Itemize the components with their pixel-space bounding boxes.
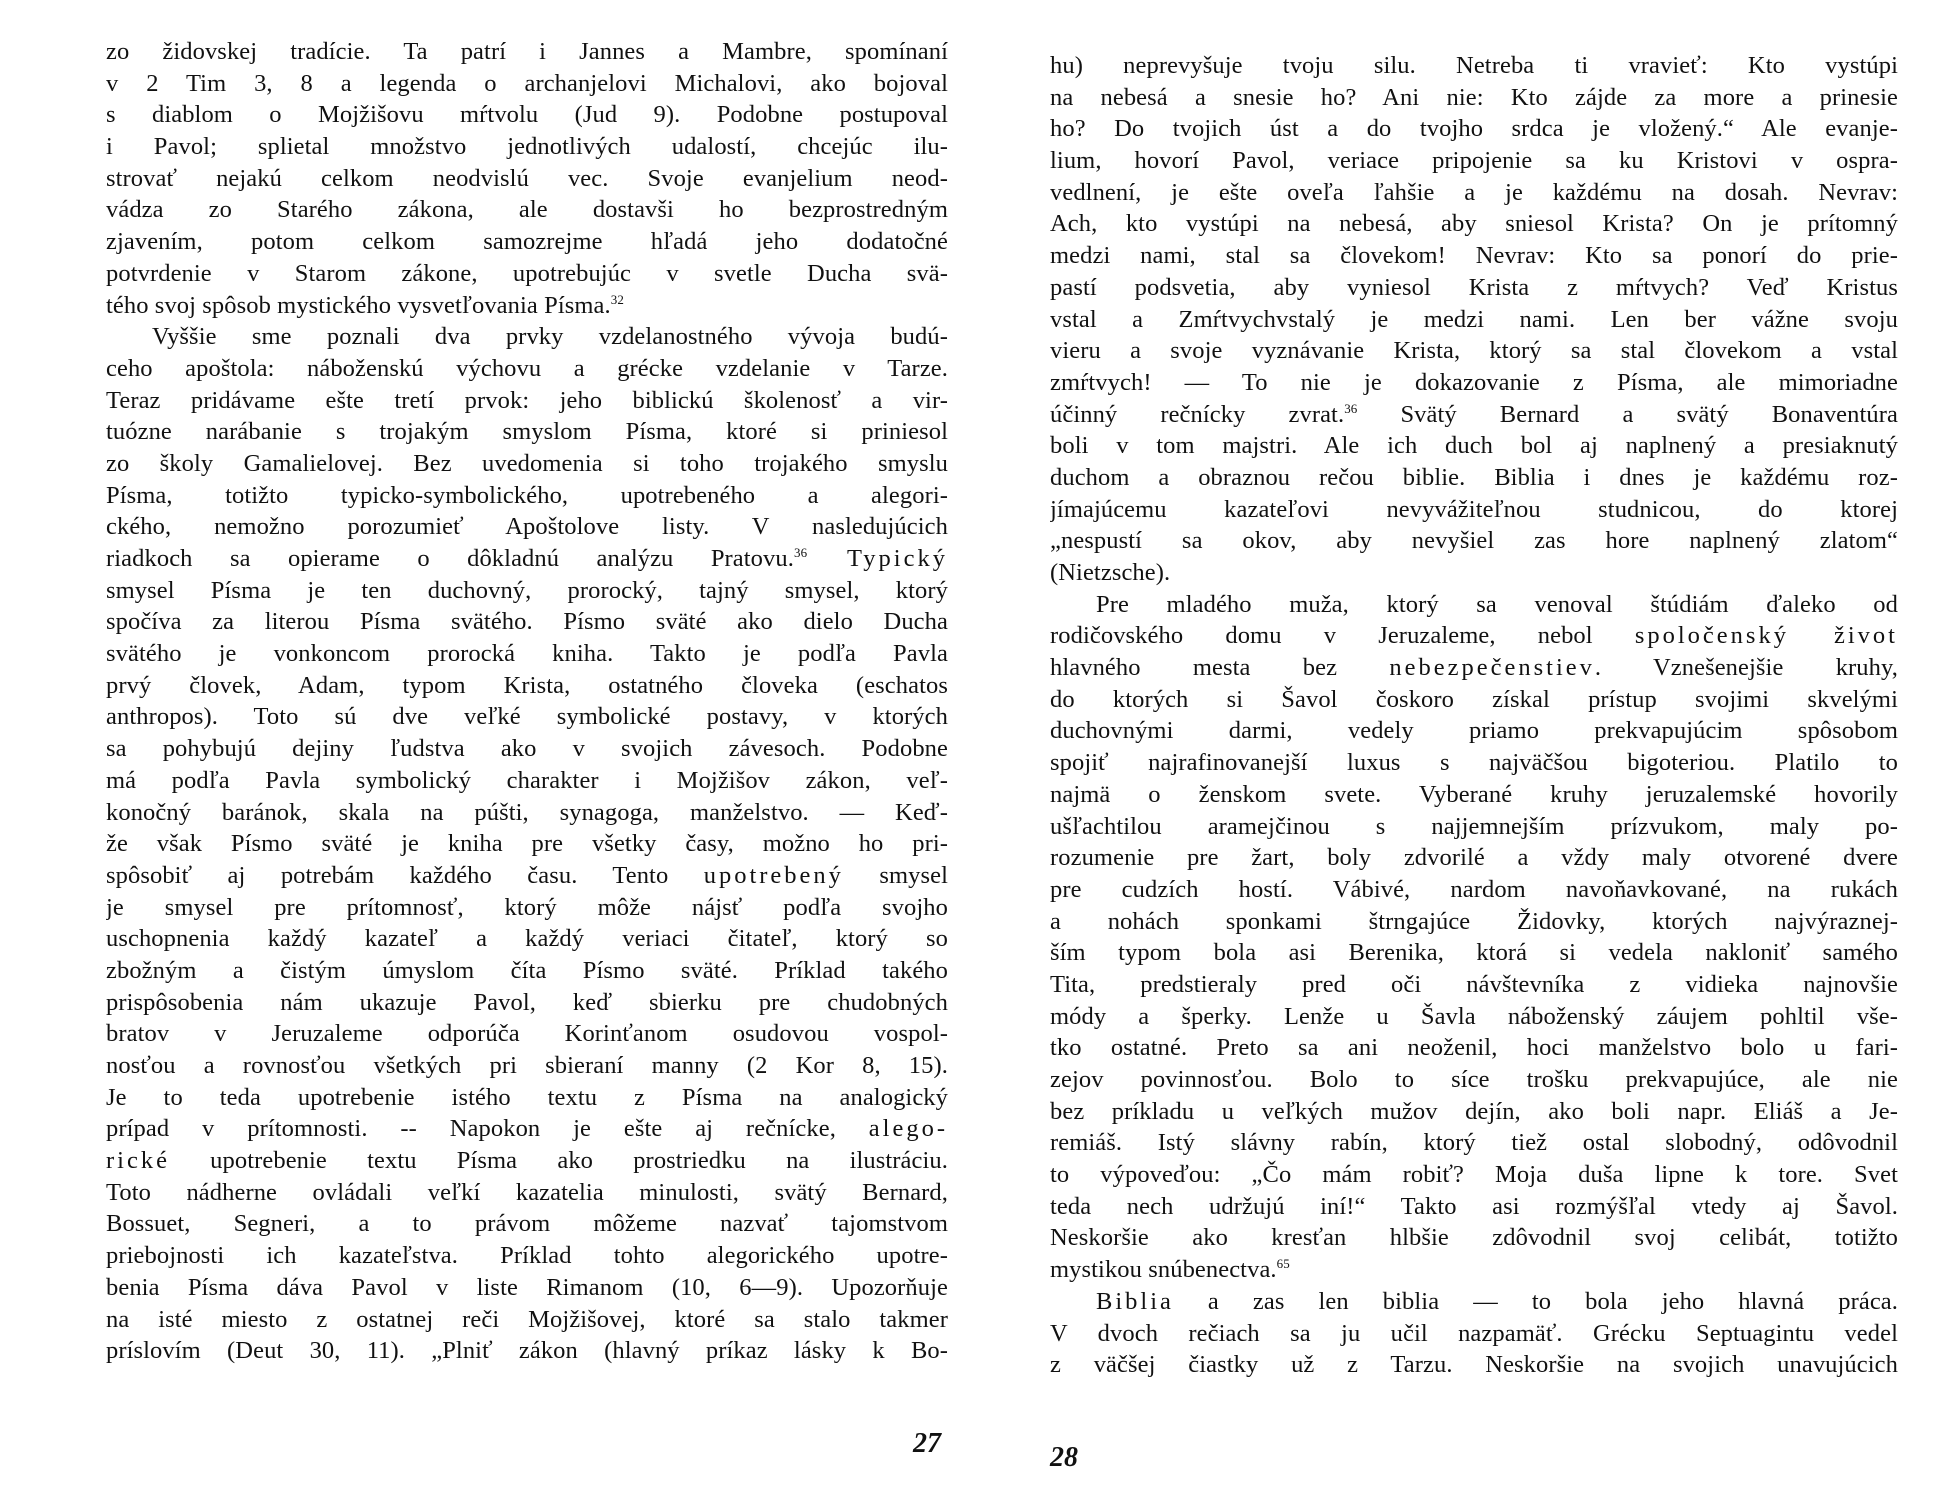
text-line bbox=[1050, 1349, 1898, 1381]
line-text: že však Písmo sväté je kniha pre všetky časy, možno ho pri- bbox=[106, 830, 948, 858]
text-line bbox=[1050, 1001, 1898, 1033]
text-line bbox=[1050, 113, 1898, 145]
line-text: zo školy Gamalielovej. Bez uvedomenia si toho trojakého smyslu bbox=[106, 449, 948, 477]
text-line bbox=[1050, 272, 1898, 304]
line-text: a nohách sponkami štrngajúce Židovky, ktorých najvýraznej- bbox=[1050, 907, 1898, 935]
text-line bbox=[1050, 50, 1898, 82]
line-text: V dvoch rečiach sa ju učil nazpamäť. Grécku Septuagintu vedel bbox=[1050, 1319, 1898, 1347]
line-text: na nebesá a snesie ho? Ani nie: Kto zájde za more a prinesie bbox=[1050, 83, 1898, 111]
left-page-text bbox=[106, 36, 948, 1367]
line-text: prípad v prítomnosti. -- Napokon je ešte aj rečnícke, bbox=[106, 1115, 869, 1143]
line-text: nosťou a rovnosťou všetkých pri sbieraní manny (2 Kor 8, 15). bbox=[106, 1052, 948, 1079]
line-text: a zas len biblia — to bola jeho hlavná práca. bbox=[1173, 1287, 1898, 1315]
text-line bbox=[106, 321, 948, 353]
line-text: do ktorých si Šavol čoskoro získal prístup svojimi skvelými bbox=[1050, 685, 1898, 713]
text-line bbox=[1050, 937, 1898, 969]
text-line bbox=[106, 701, 948, 733]
text-line bbox=[1050, 779, 1898, 811]
text-line bbox=[106, 1272, 948, 1304]
text-line bbox=[1050, 842, 1898, 874]
text-line bbox=[1050, 1318, 1898, 1350]
text-line bbox=[106, 1335, 948, 1367]
line-text: na isté miesto z ostatnej reči Mojžišovej, ktoré sa stalo takmer bbox=[106, 1305, 948, 1333]
line-text: to výpoveďou: „Čo mám robiť? Moja duša lipne k tore. Svet bbox=[1050, 1161, 1898, 1189]
text-line bbox=[1050, 969, 1898, 1001]
text-line bbox=[1050, 589, 1898, 621]
text-line bbox=[106, 765, 948, 797]
text-line bbox=[106, 1208, 948, 1240]
line-text: vádza zo Starého zákona, ale dostavši ho bezprostredným bbox=[106, 196, 948, 224]
text-line bbox=[1050, 652, 1898, 684]
line-text: „nespustí sa okov, aby nevyšiel zas hore naplnený zlatom“ bbox=[1050, 527, 1898, 555]
line-text: Typický bbox=[807, 545, 948, 572]
emphasized-text: spoločenský život bbox=[1634, 622, 1898, 650]
line-text: Tita, predstieraly pred oči návštevníka z vidieka najnovšie bbox=[1050, 970, 1898, 998]
line-text: zmŕtvych! — To nie je dokazovanie z Písma, ale mimoriadne bbox=[1050, 368, 1898, 396]
line-text: prvý človek, Adam, typom Krista, ostatného človeka (eschatos bbox=[106, 671, 948, 699]
line-text: spočíva za literou Písma svätého. Písmo sväté ako dielo Ducha bbox=[106, 608, 948, 636]
text-line bbox=[106, 606, 948, 638]
line-text: duchovnými darmi, vedely priamo prekvapujúcim spôsobom bbox=[1050, 717, 1898, 745]
line-text: lium, hovorí Pavol, veriace pripojenie sa ku Kristovi v ospra- bbox=[1050, 147, 1898, 175]
text-line bbox=[106, 923, 948, 955]
line-text: riadkoch sa opierame o dôkladnú analýzu Pratovu. bbox=[106, 545, 794, 572]
text-line bbox=[106, 1145, 948, 1177]
text-line bbox=[1050, 494, 1898, 526]
text-line bbox=[1050, 525, 1898, 557]
line-text: remiáš. Istý slávny rabín, ktorý tiež ostal slobodný, odôvodnil bbox=[1050, 1129, 1898, 1157]
line-text: tko ostatné. Preto sa ani neoženil, hoci manželstvo bolo u fari- bbox=[1050, 1034, 1898, 1062]
line-text: pre cudzích hostí. Vábivé, nardom navoňavkované, na rukách bbox=[1050, 875, 1898, 903]
text-line bbox=[106, 36, 948, 68]
line-text: má podľa Pavla symbolický charakter i Mojžišov zákon, veľ- bbox=[106, 766, 948, 794]
line-text: upotrebenie textu Písma ako prostriedku na ilustráciu. bbox=[169, 1147, 948, 1175]
text-line bbox=[106, 416, 948, 448]
text-line bbox=[106, 733, 948, 765]
text-line bbox=[106, 987, 948, 1019]
text-line bbox=[106, 670, 948, 702]
text-line bbox=[1050, 177, 1898, 209]
text-line bbox=[106, 68, 948, 100]
text-line bbox=[1050, 208, 1898, 240]
line-text: v 2 Tim 3, 8 a legenda o archanjelovi Michalovi, ako bojoval bbox=[106, 69, 948, 97]
text-line bbox=[1050, 747, 1898, 779]
text-line bbox=[106, 892, 948, 924]
text-line bbox=[106, 638, 948, 670]
line-text: strovať nejakú celkom neodvislú vec. Svoje evanjelium neod- bbox=[106, 164, 948, 192]
line-text: ceho apoštola: náboženskú výchovu a grécke vzdelanie v Tarze. bbox=[106, 354, 948, 382]
text-line bbox=[106, 226, 948, 258]
line-text: duchom a obraznou rečou biblie. Biblia i dnes je každému roz- bbox=[1050, 463, 1898, 491]
line-text: Neskoršie ako kresťan hlbšie zdôvodnil svoj celibát, totižto bbox=[1050, 1224, 1898, 1252]
line-text: smysel bbox=[843, 861, 948, 889]
line-text: tuózne narábanie s trojakým smyslom Písma, ktoré si priniesol bbox=[106, 418, 948, 446]
emphasized-text: upotrebený bbox=[703, 861, 844, 889]
line-text: príslovím (Deut 30, 11). „Plniť zákon (hlavný príkaz lásky k Bo- bbox=[106, 1337, 948, 1365]
line-text: je smysel pre prítomnosť, ktorý môže nájsť podľa svojho bbox=[106, 893, 948, 921]
text-line bbox=[106, 385, 948, 417]
text-line bbox=[1050, 1159, 1898, 1191]
footnote-reference[interactable]: 32 bbox=[610, 291, 624, 307]
line-text: vedlnení, je ešte oveľa ľahšie a je každému na dosah. Nevrav: bbox=[1050, 178, 1898, 206]
line-text: zo židovskej tradície. Ta patrí i Jannes a Mambre, spomínaní bbox=[106, 38, 948, 65]
text-line bbox=[1050, 145, 1898, 177]
text-line bbox=[106, 1050, 948, 1082]
page-number-right: 28 bbox=[1050, 1442, 1078, 1473]
text-line bbox=[1050, 82, 1898, 114]
line-text: pastí podsvetia, aby vyniesol Krista z mŕtvych? Veď Kristus bbox=[1050, 273, 1898, 301]
text-line bbox=[106, 1304, 948, 1336]
line-text: spojiť najrafinovanejší luxus s najväčšou bigoteriou. Platilo to bbox=[1050, 749, 1898, 777]
text-line bbox=[1050, 240, 1898, 272]
line-text: Teraz pridávame ešte tretí prvok: jeho biblickú školenosť a vir- bbox=[106, 386, 948, 414]
text-line bbox=[106, 1018, 948, 1050]
line-text: . Vznešenejšie kruhy, bbox=[1594, 654, 1898, 682]
line-text: Pre mladého muža, ktorý sa venoval štúdiám ďaleko od bbox=[1096, 590, 1898, 618]
line-text: konočný baránok, skala na púšti, synagoga, manželstvo. — Keď- bbox=[106, 798, 948, 826]
text-line bbox=[1050, 1222, 1898, 1254]
text-line bbox=[1050, 1064, 1898, 1096]
text-line bbox=[106, 828, 948, 860]
line-text: účinný rečnícky zvrat. bbox=[1050, 400, 1345, 428]
text-line bbox=[1050, 811, 1898, 843]
line-text: tého svoj spôsob mystického vysvetľovania Písma. bbox=[106, 291, 611, 319]
text-line bbox=[1050, 335, 1898, 367]
line-text: zbožným a čistým úmyslom číta Písmo sväté. Príklad takého bbox=[106, 956, 948, 984]
text-line bbox=[106, 194, 948, 226]
footnote-reference[interactable]: 36 bbox=[1344, 400, 1358, 416]
line-text: uschopnenia každý kazateľ a každý veriaci čitateľ, ktorý so bbox=[106, 925, 948, 953]
line-text: Svätý Bernard a svätý Bonaventúra bbox=[1357, 400, 1898, 428]
line-text: mystikou snúbenectva. bbox=[1050, 1256, 1277, 1284]
text-line bbox=[106, 163, 948, 195]
line-text: i Pavol; splietal množstvo jednotlivých udalostí, chcejúc ilu- bbox=[106, 133, 948, 161]
text-line bbox=[106, 575, 948, 607]
line-text: hu) neprevyšuje tvoju silu. Netreba ti vravieť: Kto vystúpi bbox=[1050, 52, 1898, 79]
text-line bbox=[1050, 1286, 1898, 1318]
text-line bbox=[106, 258, 948, 290]
text-line bbox=[106, 1113, 948, 1145]
right-page-text bbox=[1050, 50, 1898, 1381]
emphasized-text: nebezpečenstiev bbox=[1389, 654, 1595, 682]
text-line bbox=[106, 1240, 948, 1272]
text-line bbox=[1050, 399, 1898, 431]
text-line bbox=[106, 955, 948, 987]
text-line bbox=[1050, 462, 1898, 494]
line-text: hlavného mesta bez bbox=[1050, 654, 1390, 682]
text-line bbox=[1050, 620, 1898, 652]
footnote-reference[interactable]: 36 bbox=[793, 545, 808, 560]
emphasized-text: Biblia bbox=[1096, 1287, 1174, 1315]
line-text: vstal a Zmŕtvychvstalý je medzi nami. Len ber vážne svoju bbox=[1050, 305, 1898, 333]
text-line bbox=[1050, 1254, 1898, 1286]
line-text: Vyššie sme poznali dva prvky vzdelanostného vývoja budú- bbox=[152, 323, 948, 351]
line-text: benia Písma dáva Pavol v liste Rimanom (10, 6—9). Upozorňuje bbox=[106, 1273, 948, 1301]
line-text: z väčšej čiastky už z Tarzu. Neskoršie na svojich unavujúcich bbox=[1050, 1351, 1898, 1379]
line-text: Ach, kto vystúpi na nebesá, aby sniesol Krista? On je prítomný bbox=[1050, 210, 1898, 238]
page-number-left: 27 bbox=[913, 1428, 941, 1459]
line-text: zejov povinnosťou. Bolo to síce trošku prekvapujúce, ale nie bbox=[1050, 1066, 1898, 1093]
line-text: ušľachtilou aramejčinou s najjemnejším prízvukom, maly po- bbox=[1050, 812, 1898, 840]
text-line bbox=[1050, 684, 1898, 716]
text-line bbox=[106, 480, 948, 512]
line-text: anthropos). Toto sú dve veľké symbolické postavy, v ktorých bbox=[106, 703, 948, 731]
text-line bbox=[1050, 874, 1898, 906]
text-line bbox=[1050, 1127, 1898, 1159]
text-line bbox=[1050, 906, 1898, 938]
text-line bbox=[106, 797, 948, 829]
line-text: najmä o ženskom svete. Vyberané kruhy jeruzalemské hovorily bbox=[1050, 780, 1898, 808]
emphasized-text: rické bbox=[106, 1147, 170, 1175]
line-text: ho? Do tvojich úst a do tvojho srdca je vložený.“ Ale evanje- bbox=[1050, 115, 1898, 143]
emphasized-text: alego- bbox=[868, 1115, 948, 1143]
text-line bbox=[106, 1177, 948, 1209]
text-line bbox=[1050, 715, 1898, 747]
line-text: (Nietzsche). bbox=[1050, 559, 1171, 586]
line-text: vieru a svoje vyznávanie Krista, ktorý sa stal človekom a vstal bbox=[1050, 337, 1898, 365]
line-text: smysel Písma je ten duchovný, prorocký, tajný smysel, ktorý bbox=[106, 576, 948, 604]
text-line bbox=[1050, 1032, 1898, 1064]
line-text: Bossuet, Segneri, a to právom môžeme nazvať tajomstvom bbox=[106, 1210, 948, 1238]
line-text: bratov v Jeruzaleme odporúča Korinťanom osudovou vospol- bbox=[106, 1020, 948, 1048]
line-text: Písma, totižto typicko-symbolického, upotrebeného a alegori- bbox=[106, 481, 948, 509]
text-line bbox=[106, 511, 948, 543]
text-line bbox=[106, 1082, 948, 1114]
line-text: prispôsobenia nám ukazuje Pavol, keď sbierku pre chudobných bbox=[106, 988, 948, 1016]
text-line bbox=[1050, 557, 1898, 589]
line-text: priebojnosti ich kazateľstva. Príklad tohto alegorického upotre- bbox=[106, 1242, 948, 1270]
line-text: Je to teda upotrebenie istého textu z Písma na analogický bbox=[106, 1083, 948, 1111]
text-line bbox=[106, 290, 948, 322]
text-line bbox=[1050, 1096, 1898, 1128]
line-text: zjavením, potom celkom samozrejme hľadá jeho dodatočné bbox=[106, 228, 948, 256]
line-text: jímajúcemu kazateľovi nevyvážiteľnou studnicou, do ktorej bbox=[1050, 495, 1898, 523]
text-line bbox=[106, 543, 948, 575]
line-text: ckého, nemožno porozumieť Apoštolove listy. V nasledujúcich bbox=[106, 513, 948, 541]
line-text: teda nech udržujú iní!“ Takto asi rozmýšľal vtedy aj Šavol. bbox=[1050, 1192, 1898, 1220]
line-text: boli v tom majstri. Ale ich duch bol aj naplnený a presiaknutý bbox=[1050, 432, 1898, 460]
footnote-reference[interactable]: 65 bbox=[1276, 1256, 1290, 1272]
text-line bbox=[106, 860, 948, 892]
text-line bbox=[106, 99, 948, 131]
line-text: sa pohybujú dejiny ľudstva ako v svojich závesoch. Podobne bbox=[106, 735, 948, 763]
line-text: módy a šperky. Lenže u Šavla náboženský záujem pohltil vše- bbox=[1050, 1002, 1898, 1030]
line-text: rodičovského domu v Jeruzaleme, nebol bbox=[1050, 622, 1635, 650]
text-line bbox=[106, 353, 948, 385]
line-text: spôsobiť aj potrebám každého času. Tento bbox=[106, 861, 704, 889]
line-text: medzi nami, stal sa človekom! Nevrav: Kto sa ponorí do prie- bbox=[1050, 242, 1898, 270]
line-text: potvrdenie v Starom zákone, upotrebujúc v svetle Ducha svä- bbox=[106, 259, 948, 287]
line-text: Toto nádherne ovládali veľkí kazatelia minulosti, svätý Bernard, bbox=[106, 1178, 948, 1206]
line-text: svätého je vonkoncom prorocká kniha. Takto je podľa Pavla bbox=[106, 640, 948, 668]
line-text: s diablom o Mojžišovu mŕtvolu (Jud 9). Podobne postupoval bbox=[106, 101, 948, 129]
text-line bbox=[106, 131, 948, 163]
line-text: rozumenie pre žart, boly zdvorilé a vždy maly otvorené dvere bbox=[1050, 844, 1898, 872]
line-text: bez príkladu u veľkých mužov dejín, ako boli napr. Eliáš a Je- bbox=[1050, 1097, 1898, 1125]
text-line bbox=[1050, 430, 1898, 462]
text-line bbox=[1050, 304, 1898, 336]
line-text: ším typom bola asi Berenika, ktorá si vedela nakloniť samého bbox=[1050, 939, 1898, 967]
text-line bbox=[1050, 1191, 1898, 1223]
text-line bbox=[106, 448, 948, 480]
text-line bbox=[1050, 367, 1898, 399]
